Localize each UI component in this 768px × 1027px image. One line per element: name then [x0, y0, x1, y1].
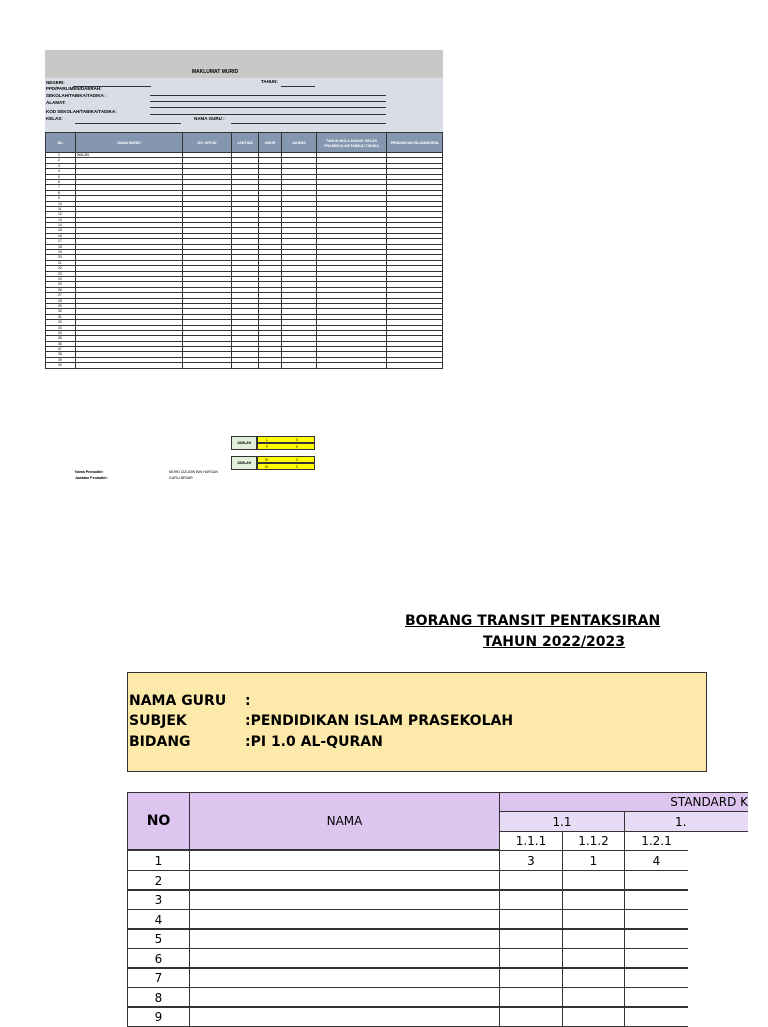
row-number: 28 — [46, 299, 76, 304]
age-6-value: 0 — [296, 465, 298, 469]
row-number: 19 — [46, 250, 76, 255]
score-cell — [562, 948, 625, 969]
form-year: TAHUN 2022/2023 — [483, 634, 626, 650]
col-agama: AGAMA — [282, 133, 317, 154]
gender-p-value: 0 — [296, 445, 298, 449]
score-cell: 4 — [624, 850, 688, 871]
score-cell: 1 — [562, 850, 625, 871]
admin-name-label: Nama Pentadbir: — [75, 470, 104, 474]
col-tahun-mula: TAHUN MULA MASUK KELAS PRASEKOLAH/TABIKA/ TADIKA — [317, 133, 387, 154]
standard-header — [499, 792, 748, 812]
row-number: 23 — [46, 272, 76, 277]
student-data-cell — [183, 363, 232, 368]
score-cell — [624, 948, 688, 969]
score-cell — [562, 928, 625, 949]
row-number: 1 — [46, 153, 76, 158]
row-number: 25 — [46, 282, 76, 287]
score-cell — [562, 909, 625, 930]
sheet-title: MAKLUMAT MURID — [191, 69, 239, 75]
bidang-label: BIDANG — [129, 734, 191, 750]
age-6-label: 6+ — [265, 465, 269, 469]
row-number: 2 — [46, 158, 76, 163]
row-number: 15 — [46, 228, 76, 233]
score-cell — [624, 889, 688, 910]
score-cell — [499, 928, 563, 949]
row-number: 35 — [46, 336, 76, 341]
row-no-cell: 7 — [127, 967, 190, 988]
row-no-cell: 6 — [127, 948, 190, 969]
student-rows — [45, 153, 443, 369]
row-number: 31 — [46, 315, 76, 320]
row-number: 5 — [46, 175, 76, 180]
gender-p-label: P — [266, 445, 269, 449]
score-cell — [499, 909, 563, 930]
guru-value: : — [245, 693, 251, 709]
row-no-cell: 1 — [127, 850, 190, 871]
ppd-label: PPD/PARLIMEN/DAERAH: — [46, 86, 102, 91]
student-data-cell — [232, 363, 259, 368]
score-cell — [624, 928, 688, 949]
row-no-cell: 2 — [127, 870, 190, 891]
kod-label: KOD SEKOLAH/TABIKA/TADIKA: — [46, 109, 117, 114]
subjek-value: :PENDIDIKAN ISLAM PRASEKOLAH — [245, 713, 514, 729]
gender-total-row-l — [257, 436, 315, 443]
negeri-label: NEGERI: — [46, 80, 65, 85]
sekolah-label: SEKOLAH/TABIKA/TADIKA : — [46, 93, 107, 98]
row-number: 22 — [46, 266, 76, 271]
kelas-label: KELAS: — [46, 116, 63, 121]
row-number: 11 — [46, 207, 76, 212]
group-1-1: 1.1 — [499, 811, 625, 832]
standard-header-text: STANDARD K — [670, 795, 748, 809]
col-umur: UMUR — [259, 133, 282, 154]
score-cell — [624, 987, 688, 1008]
row-number: 8 — [46, 191, 76, 196]
age-total-label: JUMLAH — [231, 456, 257, 470]
gender-l-label: L — [266, 438, 268, 442]
score-cell: 3 — [499, 850, 563, 871]
row-number: 32 — [46, 320, 76, 325]
sub-1-2-1: 1.2.1 — [624, 831, 688, 851]
admin-name-value: MOHD IZZUDIN BIN HAFDAN — [169, 470, 218, 474]
score-cell — [562, 870, 625, 891]
row-number: 7 — [46, 185, 76, 190]
admin-position-value: GURU BESAR — [169, 476, 193, 480]
age-total-row-6 — [257, 463, 315, 470]
group-1-2-text: 1. — [675, 814, 687, 829]
row-number: 30 — [46, 309, 76, 314]
tahun-line — [281, 86, 315, 87]
score-cell — [624, 909, 688, 930]
row-no-cell: 9 — [127, 1006, 190, 1027]
row-number: 9 — [46, 196, 76, 201]
score-cell — [499, 889, 563, 910]
row-number: 3 — [46, 164, 76, 169]
col-pendidikan: PENDIDIKAN ISLAM/MORAL — [390, 141, 440, 146]
score-cell — [624, 870, 688, 891]
bidang-value: :PI 1.0 AL-QURAN — [245, 734, 383, 750]
col-mykid: NO. MYKID — [183, 133, 232, 154]
gender-total-row-p — [257, 443, 315, 450]
row-number: 14 — [46, 223, 76, 228]
row-name-cell — [189, 870, 500, 891]
row-name-cell — [189, 948, 500, 969]
no-header: NO — [127, 792, 190, 850]
group-1-2 — [624, 811, 748, 832]
student-name-cell — [76, 363, 183, 368]
alamat-line-2 — [150, 114, 386, 115]
nama-guru-line — [231, 123, 386, 124]
row-no-cell: 3 — [127, 889, 190, 910]
tahun-label: TAHUN: — [261, 79, 278, 84]
score-cell — [562, 987, 625, 1008]
row-number: 29 — [46, 304, 76, 309]
row-no-cell: 5 — [127, 928, 190, 949]
row-name-cell — [189, 967, 500, 988]
score-cell — [624, 967, 688, 988]
sub-1-1-2: 1.1.2 — [562, 831, 625, 851]
student-info-sheet — [45, 50, 443, 492]
kelas-line — [75, 123, 181, 124]
row-number: 18 — [46, 245, 76, 250]
row-number: 36 — [46, 342, 76, 347]
col-jantina: JANTINA — [232, 133, 259, 154]
student-data-cell — [259, 363, 282, 368]
student-row — [45, 363, 443, 368]
student-data-cell — [387, 363, 443, 368]
student-data-cell — [282, 363, 317, 368]
row-number: 27 — [46, 293, 76, 298]
score-cell — [499, 948, 563, 969]
row-number: 37 — [46, 347, 76, 352]
row-no-cell: 4 — [127, 909, 190, 930]
row-number: 40 — [46, 363, 76, 368]
score-cell — [562, 967, 625, 988]
row-number: 13 — [46, 218, 76, 223]
row-number: 33 — [46, 326, 76, 331]
student-name-cell: WALAN — [76, 153, 183, 158]
row-number: 12 — [46, 212, 76, 217]
school-info-section — [45, 78, 443, 132]
row-name-cell — [189, 909, 500, 930]
row-number: 16 — [46, 234, 76, 239]
age-total-row-5 — [257, 456, 315, 463]
student-table-header — [45, 132, 443, 153]
age-5-value: 0 — [296, 458, 298, 462]
col-nama-murid: NAMA MURID — [76, 133, 183, 154]
row-number: 34 — [46, 331, 76, 336]
score-cell — [562, 889, 625, 910]
row-number: 20 — [46, 255, 76, 260]
row-number: 24 — [46, 277, 76, 282]
gender-total-label: JUMLAH — [231, 436, 257, 450]
alamat-line — [150, 107, 386, 108]
row-name-cell — [189, 850, 500, 871]
row-number: 21 — [46, 261, 76, 266]
row-no-cell: 8 — [127, 987, 190, 1008]
form-title: BORANG TRANSIT PENTAKSIRAN — [405, 613, 661, 629]
age-5-label: 5+ — [265, 458, 269, 462]
row-number: 17 — [46, 239, 76, 244]
nama-guru-label: NAMA GURU : — [194, 116, 225, 121]
score-cell — [499, 987, 563, 1008]
row-name-cell — [189, 889, 500, 910]
sub-1-1-1: 1.1.1 — [499, 831, 563, 851]
teacher-info-box — [127, 672, 707, 772]
admin-position-label: Jawatan Pentadbir: — [75, 476, 108, 480]
row-number: 38 — [46, 352, 76, 357]
row-name-cell — [189, 987, 500, 1008]
col-bil: BIL — [46, 133, 76, 154]
row-number: 39 — [46, 358, 76, 363]
student-data-cell — [317, 363, 387, 368]
nama-header: NAMA — [189, 792, 500, 850]
gender-l-value: 0 — [296, 438, 298, 442]
guru-label: NAMA GURU — [129, 693, 227, 709]
row-name-cell — [189, 928, 500, 949]
sekolah-line — [150, 101, 386, 102]
row-number: 10 — [46, 202, 76, 207]
row-number: 26 — [46, 288, 76, 293]
row-number: 4 — [46, 169, 76, 174]
row-number: 6 — [46, 180, 76, 185]
score-cell — [499, 967, 563, 988]
alamat-label: ALAMAT: — [46, 100, 66, 105]
score-cell — [499, 870, 563, 891]
ppd-line — [150, 95, 386, 96]
subjek-label: SUBJEK — [129, 713, 187, 729]
